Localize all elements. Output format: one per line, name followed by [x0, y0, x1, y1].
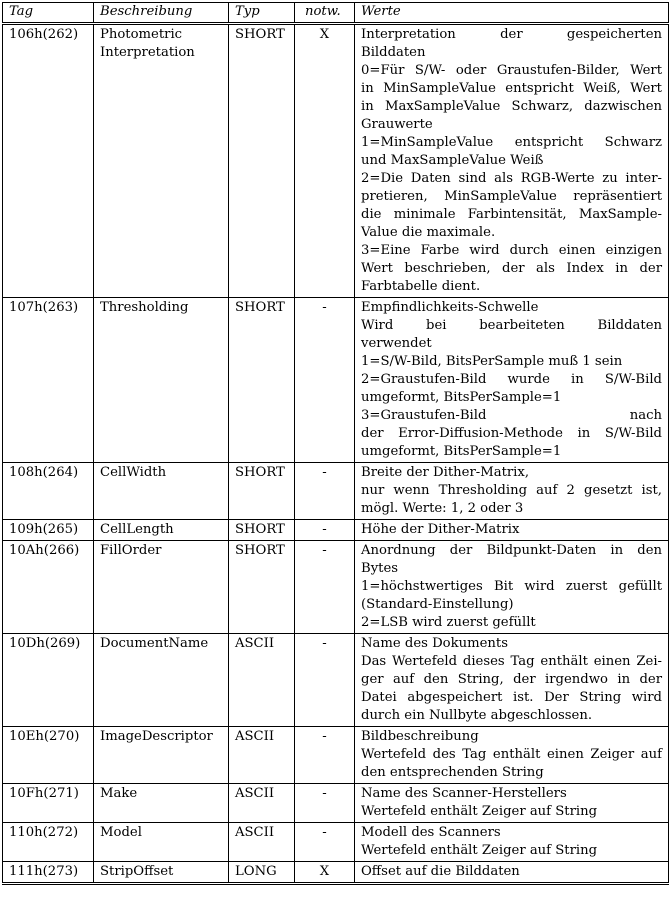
value-line: umgeformt, BitsPerSample=1 [361, 444, 562, 459]
cell-tag: 107h(263) [3, 298, 94, 463]
cell-description [94, 463, 229, 520]
cell-values [355, 24, 669, 298]
value-line: in MinSampleValue entspricht Weiß, Wert [361, 81, 662, 96]
cell-values [355, 727, 669, 784]
cell-type: SHORT [229, 463, 295, 520]
header-type: Typ [229, 3, 295, 24]
cell-required: X [295, 24, 355, 298]
cell-required: - [295, 634, 355, 727]
table-body [3, 24, 669, 884]
cell-tag: 10Eh(270) [3, 727, 94, 784]
header-tag: Tag [3, 3, 94, 24]
cell-type: LONG [229, 862, 295, 884]
value-line: durch ein Nullbyte abgeschlossen. [361, 708, 593, 723]
cell-required: - [295, 463, 355, 520]
cell-type: SHORT [229, 298, 295, 463]
value-line: Wertefeld enthält Zeiger auf String [361, 843, 598, 858]
value-line: Datei abgespeichert ist. Der String wird [361, 690, 662, 705]
value-line: die minimale Farbintensität, MaxSample- [361, 207, 662, 222]
cell-description [94, 298, 229, 463]
cell-type: SHORT [229, 24, 295, 298]
cell-description [94, 784, 229, 823]
value-line: Name des Dokuments [361, 636, 508, 651]
value-line: Value die maximale. [361, 225, 496, 240]
value-line: Modell des Scanners [361, 825, 501, 840]
header-description: Beschreibung [94, 3, 229, 24]
cell-values [355, 634, 669, 727]
cell-required: - [295, 298, 355, 463]
value-line: Wird bei bearbeiteten Bilddaten [361, 318, 662, 333]
cell-values [355, 823, 669, 862]
cell-required: - [295, 823, 355, 862]
value-line: Wert beschrieben, der als Index in der [361, 261, 662, 276]
table-row [3, 541, 669, 634]
cell-required: X [295, 862, 355, 884]
description-line: Interpretation [100, 45, 195, 60]
cell-values [355, 784, 669, 823]
value-line: und MaxSampleValue Weiß [361, 153, 544, 168]
value-line: mögl. Werte: 1, 2 oder 3 [361, 501, 524, 516]
cell-description [94, 727, 229, 784]
header-row [3, 3, 669, 24]
value-line: Bilddaten [361, 45, 426, 60]
cell-tag: 109h(265) [3, 520, 94, 541]
value-line: Grauwerte [361, 117, 433, 132]
cell-tag: 111h(273) [3, 862, 94, 884]
table-header [3, 3, 669, 24]
table-row [3, 520, 669, 541]
cell-tag: 10Fh(271) [3, 784, 94, 823]
value-line: 1=MinSampleValue entspricht Schwarz [361, 135, 662, 150]
value-line: Das Wertefeld dieses Tag enthält einen Zei- [361, 654, 662, 669]
value-line: umgeformt, BitsPerSample=1 [361, 390, 562, 405]
cell-required: - [295, 727, 355, 784]
cell-required: - [295, 541, 355, 634]
cell-type: SHORT [229, 520, 295, 541]
cell-tag: 10Dh(269) [3, 634, 94, 727]
cell-tag: 110h(272) [3, 823, 94, 862]
cell-type: SHORT [229, 541, 295, 634]
value-line: (Standard-Einstellung) [361, 597, 514, 612]
table-row [3, 784, 669, 823]
value-line: 2=Die Daten sind als RGB-Werte zu inter- [361, 171, 662, 186]
value-line: Interpretation der gespeicherten [361, 27, 662, 42]
value-line: der Error-Diffusion-Methode in S/W-Bild [361, 426, 662, 441]
table-row [3, 24, 669, 298]
value-line: Höhe der Dither-Matrix [361, 522, 520, 537]
cell-required: - [295, 784, 355, 823]
cell-values [355, 298, 669, 463]
description-line: CellLength [100, 522, 174, 537]
header-values: Werte [355, 3, 669, 24]
description-line: ImageDescriptor [100, 729, 213, 744]
cell-values [355, 463, 669, 520]
cell-tag: 108h(264) [3, 463, 94, 520]
value-line: 2=LSB wird zuerst gefüllt [361, 615, 536, 630]
table-row [3, 862, 669, 884]
cell-type: ASCII [229, 784, 295, 823]
table-row [3, 298, 669, 463]
cell-type: ASCII [229, 823, 295, 862]
value-line: 3=Eine Farbe wird durch einen einzigen [361, 243, 662, 258]
table-row [3, 823, 669, 862]
value-line: Empfindlichkeits-Schwelle [361, 300, 539, 315]
value-line: Breite der Dither-Matrix, [361, 465, 530, 480]
value-line: pretieren, MinSampleValue repräsentiert [361, 189, 662, 204]
description-line: CellWidth [100, 465, 167, 480]
cell-description [94, 24, 229, 298]
value-line: verwendet [361, 336, 432, 351]
table-row [3, 727, 669, 784]
cell-description [94, 541, 229, 634]
cell-type: ASCII [229, 727, 295, 784]
description-line: Model [100, 825, 142, 840]
value-line: ger auf den String, der irgendwo in der [361, 672, 662, 687]
value-line: Wertefeld enthält Zeiger auf String [361, 804, 598, 819]
cell-tag: 10Ah(266) [3, 541, 94, 634]
description-line: Photometric [100, 27, 183, 42]
value-line: Anordnung der Bildpunkt-Daten in den [361, 543, 662, 558]
value-line: Offset auf die Bilddaten [361, 864, 520, 879]
value-line: den entsprechenden String [361, 765, 544, 780]
value-line: Wertefeld des Tag enthält einen Zeiger auf [361, 747, 662, 762]
cell-values [355, 541, 669, 634]
value-line: 1=S/W-Bild, BitsPerSample muß 1 sein [361, 354, 623, 369]
cell-description [94, 862, 229, 884]
description-line: Thresholding [100, 300, 189, 315]
cell-description [94, 823, 229, 862]
value-line: Farbtabelle dient. [361, 279, 481, 294]
value-line: nur wenn Thresholding auf 2 gesetzt ist, [361, 483, 662, 498]
cell-tag: 106h(262) [3, 24, 94, 298]
header-required: notw. [295, 3, 355, 24]
tiff-tag-table [2, 2, 669, 885]
value-line: 0=Für S/W- oder Graustufen-Bilder, Wert [361, 63, 662, 78]
value-line: 2=Graustufen-Bild wurde in S/W-Bild [361, 372, 662, 387]
table-row [3, 463, 669, 520]
description-line: Make [100, 786, 138, 801]
table-row [3, 634, 669, 727]
value-line: 1=höchstwertiges Bit wird zuerst gefüllt [361, 579, 662, 594]
cell-description [94, 520, 229, 541]
value-line: in MaxSampleValue Schwarz, dazwischen [361, 99, 662, 114]
value-line: Bildbeschreibung [361, 729, 479, 744]
value-line: Bytes [361, 561, 399, 576]
cell-description [94, 634, 229, 727]
description-line: FillOrder [100, 543, 162, 558]
description-line: StripOffset [100, 864, 174, 879]
value-line: 3=Graustufen-Bild nach [361, 408, 662, 423]
cell-type: ASCII [229, 634, 295, 727]
cell-values [355, 520, 669, 541]
cell-required: - [295, 520, 355, 541]
description-line: DocumentName [100, 636, 209, 651]
value-line: Name des Scanner-Herstellers [361, 786, 567, 801]
cell-values [355, 862, 669, 884]
